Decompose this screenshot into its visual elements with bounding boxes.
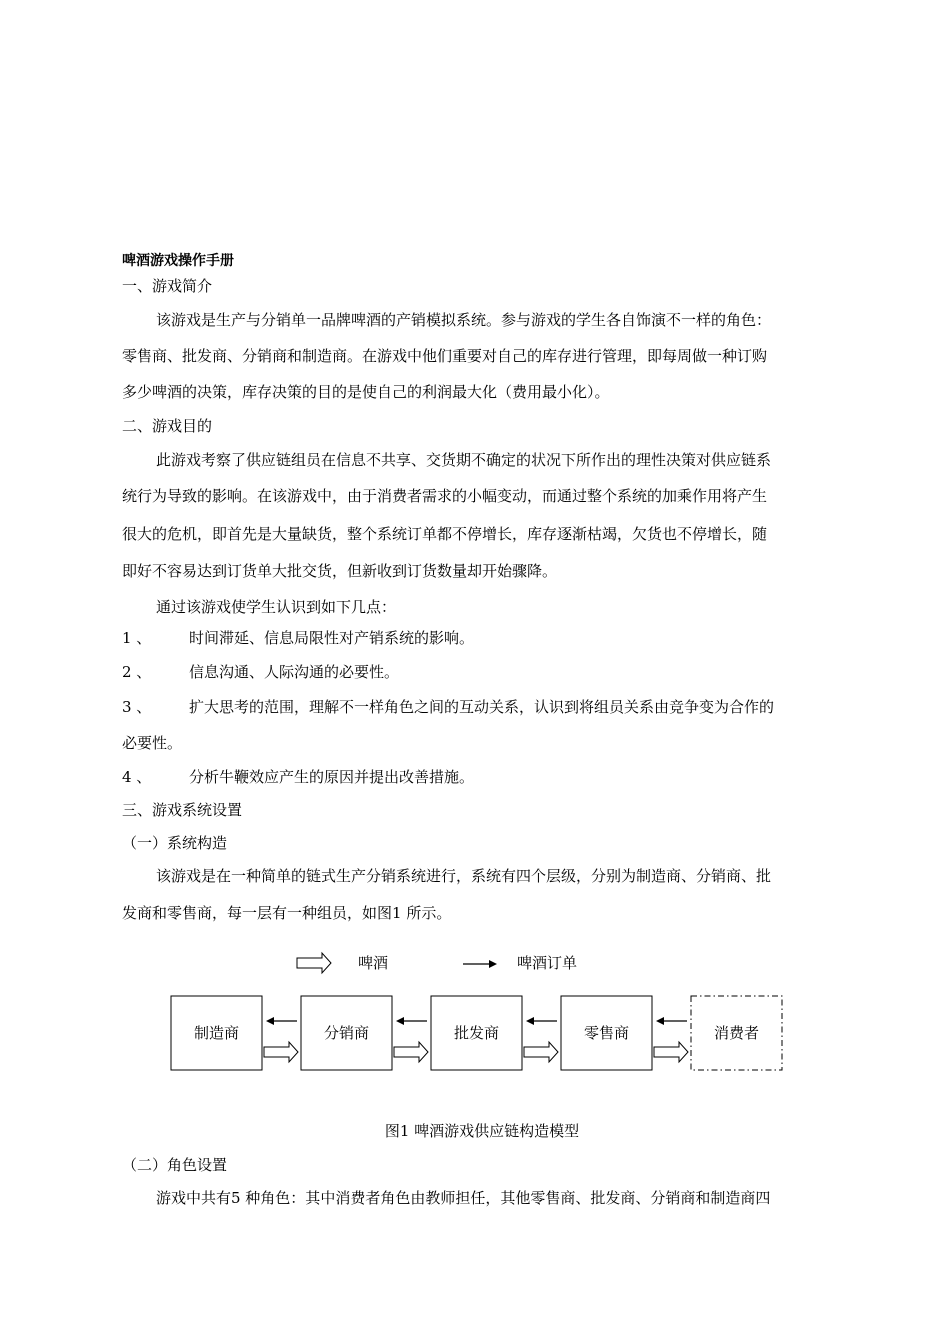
supply-chain-diagram (0, 940, 950, 1090)
node-manufacturer (171, 996, 262, 1070)
figure-caption: 图1 啤酒游戏供应链构造模型 (384, 1122, 580, 1140)
paragraph-line: 即好不容易达到订货单大批交货，但新收到订货数量却开始骤降。 (122, 562, 558, 580)
paragraph-line: 通过该游戏使学生认识到如下几点： (156, 598, 397, 616)
beer-arrow (654, 1042, 688, 1062)
solid-arrow-icon (463, 960, 497, 968)
hollow-arrow-icon (297, 953, 331, 973)
order-arrow (396, 1017, 427, 1025)
beer-arrow (524, 1042, 558, 1062)
order-arrow (656, 1017, 687, 1025)
paragraph-line: 游戏中共有5 种角色：其中消费者角色由教师担任，其他零售商、批发商、分销商和制造商四 (156, 1189, 771, 1207)
node-distributor (301, 996, 392, 1070)
list-item-text: 信息沟通、人际沟通的必要性。 (189, 663, 400, 681)
node-label: 零售商 (583, 1024, 630, 1042)
paragraph-line: 多少啤酒的决策，库存决策的目的是使自己的利润最大化（费用最小化）。 (122, 383, 610, 401)
list-item-text: 分析牛鞭效应产生的原因并提出改善措施。 (189, 768, 475, 786)
paragraph-line: 该游戏是在一种简单的链式生产分销系统进行，系统有四个层级，分别为制造商、分销商、批 (156, 867, 772, 885)
node-label: 分销商 (323, 1024, 370, 1042)
order-arrow (266, 1017, 297, 1025)
list-item-number: 3 、 (122, 698, 152, 716)
subsection-1-heading: （一）系统构造 (122, 834, 228, 852)
node-retailer (561, 996, 652, 1070)
node-label: 批发商 (453, 1024, 500, 1042)
paragraph-line: 统行为导致的影响。在该游戏中，由于消费者需求的小幅变动，而通过整个系统的加乘作用将产生 (122, 487, 768, 505)
order-arrow (526, 1017, 557, 1025)
paragraph-line: 该游戏是生产与分销单一品牌啤酒的产销模拟系统。参与游戏的学生各自饰演不一样的角色： (156, 311, 772, 329)
subsection-2-heading: （二）角色设置 (122, 1156, 228, 1174)
section-3-heading: 三、游戏系统设置 (122, 801, 243, 819)
list-item-number: 2 、 (122, 663, 152, 681)
section-2-heading: 二、游戏目的 (122, 417, 213, 435)
node-wholesaler (431, 996, 522, 1070)
beer-arrow (394, 1042, 428, 1062)
section-1-heading: 一、游戏简介 (122, 277, 213, 295)
list-item-number: 1 、 (122, 629, 152, 647)
paragraph-line: 发商和零售商，每一层有一种组员，如图1 所示。 (122, 904, 452, 922)
paragraph-line: 很大的危机，即首先是大量缺货，整个系统订单都不停增长，库存逐渐枯竭，欠货也不停增长，随 (122, 525, 768, 543)
paragraph-line: 此游戏考察了供应链组员在信息不共享、交货期不确定的状况下所作出的理性决策对供应链系 (156, 451, 772, 469)
node-label: 消费者 (713, 1024, 760, 1042)
beer-arrow (264, 1042, 298, 1062)
node-consumer (691, 996, 782, 1070)
list-item-continuation: 必要性。 (122, 734, 183, 752)
document-title: 啤酒游戏操作手册 (122, 253, 234, 269)
paragraph-line: 零售商、批发商、分销商和制造商。在游戏中他们重要对自己的库存进行管理，即每周做一种订购 (122, 347, 768, 365)
node-label: 制造商 (193, 1024, 240, 1042)
legend-beer-label: 啤酒 (358, 954, 389, 972)
list-item-text: 时间滞延、信息局限性对产销系统的影响。 (189, 629, 475, 647)
list-item-text: 扩大思考的范围，理解不一样角色之间的互动关系，认识到将组员关系由竞争变为合作的 (189, 698, 775, 716)
legend-order-label: 啤酒订单 (517, 954, 578, 972)
list-item-number: 4 、 (122, 768, 152, 786)
